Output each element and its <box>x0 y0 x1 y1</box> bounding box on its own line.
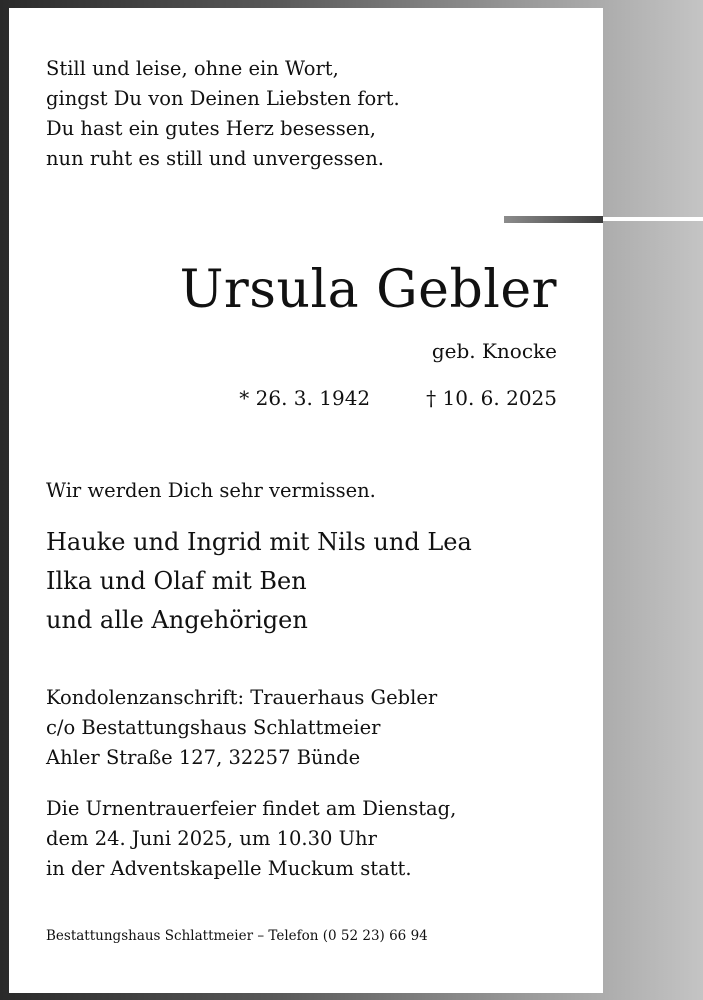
death-date: † 10. 6. 2025 <box>426 386 557 410</box>
ceremony-line: Die Urnentrauerfeier findet am Dienstag, <box>46 797 457 820</box>
address-line: Ahler Straße 127, 32257 Bünde <box>46 746 361 769</box>
address-line: c/o Bestattungshaus Schlattmeier <box>46 716 381 739</box>
address-line: Kondolenzanschrift: Trauerhaus Gebler <box>46 686 438 709</box>
deceased-name: Ursula Gebler <box>179 260 557 320</box>
poem-line: Du hast ein gutes Herz besessen, <box>46 117 376 140</box>
ceremony-line: in der Adventskapelle Muckum statt. <box>46 857 412 880</box>
poem <box>46 54 400 174</box>
condolence-address <box>46 683 437 773</box>
mourner-line: Ilka und Olaf mit Ben <box>46 567 307 595</box>
poem-line: Still und leise, ohne ein Wort, <box>46 57 339 80</box>
mourner-line: Hauke und Ingrid mit Nils und Lea <box>46 528 472 556</box>
life-dates <box>239 383 557 413</box>
farewell-message: Wir werden Dich sehr vermissen. <box>46 479 376 502</box>
maiden-name: geb. Knocke <box>431 339 557 363</box>
funeral-home-footer: Bestattungshaus Schlattmeier – Telefon (0 52 23) 66 94 <box>46 928 428 944</box>
ceremony-info <box>46 794 456 884</box>
poem-line: gingst Du von Deinen Liebsten fort. <box>46 87 400 110</box>
birth-date: * 26. 3. 1942 <box>239 386 371 410</box>
poem-line: nun ruht es still und unvergessen. <box>46 147 384 170</box>
mourner-line: und alle Angehörigen <box>46 606 308 634</box>
divider-line <box>603 217 703 221</box>
divider-bar <box>504 216 603 223</box>
mourners-list <box>46 523 472 640</box>
ceremony-line: dem 24. Juni 2025, um 10.30 Uhr <box>46 827 377 850</box>
